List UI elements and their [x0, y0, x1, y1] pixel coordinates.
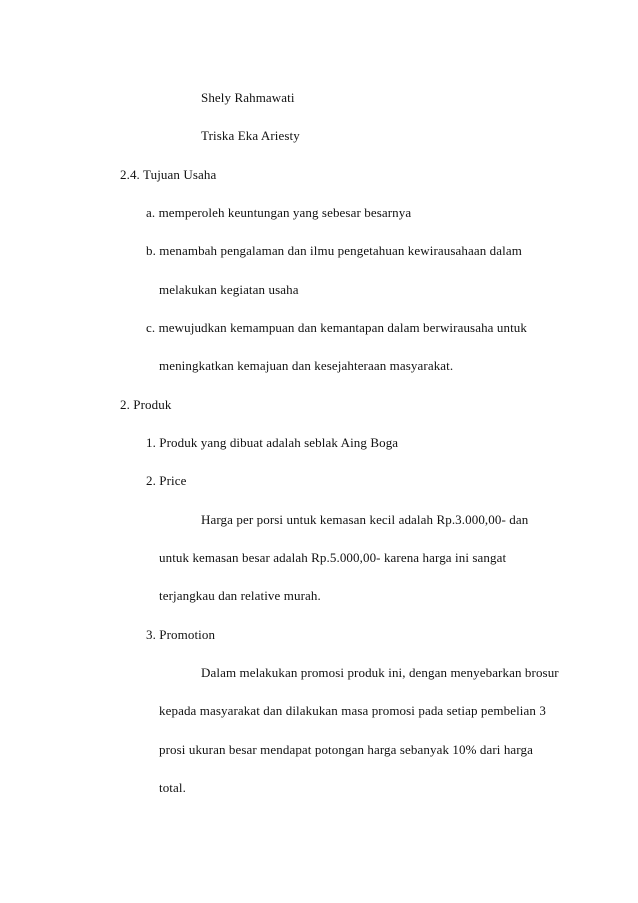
paragraph-line: kepada masyarakat dan dilakukan masa promosi pada setiap pembelian 3: [159, 703, 546, 718]
paragraph-line: prosi ukuran besar mendapat potongan harga sebanyak 10% dari harga: [159, 742, 533, 757]
list-item: b. menambah pengalaman dan ilmu pengetahuan kewirausahaan dalam: [146, 243, 522, 258]
list-item: c. mewujudkan kemampuan dan kemantapan dalam berwirausaha untuk: [146, 320, 528, 335]
paragraph-line: untuk kemasan besar adalah Rp.5.000,00- karena harga ini sangat: [159, 550, 507, 565]
author-name-line: Triska Eka Ariesty: [201, 128, 300, 143]
list-item: 1. Produk yang dibuat adalah seblak Aing Boga: [146, 435, 399, 450]
paragraph-line: Dalam melakukan promosi produk ini, dengan menyebarkan brosur: [201, 665, 559, 680]
section-heading: 2.4. Tujuan Usaha: [120, 167, 217, 182]
section-heading: 2. Produk: [120, 397, 172, 412]
subsection-heading: 2. Price: [146, 473, 187, 488]
paragraph-line: terjangkau dan relative murah.: [159, 588, 321, 603]
author-name-line: Shely Rahmawati: [201, 90, 295, 105]
paragraph-line: Harga per porsi untuk kemasan kecil adalah Rp.3.000,00- dan: [201, 512, 529, 527]
list-item: a. memperoleh keuntungan yang sebesar besarnya: [146, 205, 412, 220]
paragraph-line: total.: [159, 780, 186, 795]
list-item-continuation: melakukan kegiatan usaha: [159, 282, 299, 297]
subsection-heading: 3. Promotion: [146, 627, 216, 642]
list-item-continuation: meningkatkan kemajuan dan kesejahteraan masyarakat.: [159, 358, 454, 373]
